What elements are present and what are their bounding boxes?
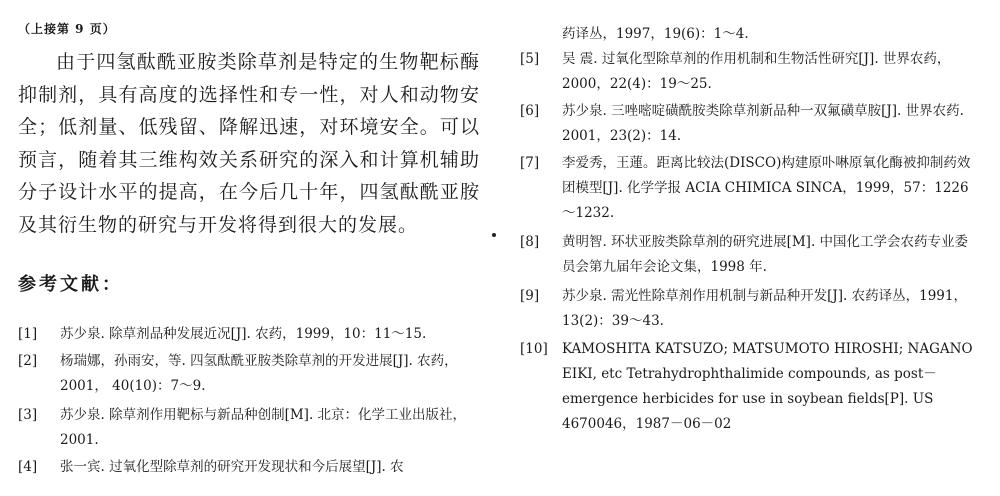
reference-item <box>18 349 480 399</box>
reference-number: [2] <box>18 353 38 369</box>
reference-number: [6] <box>520 103 540 119</box>
stray-dot <box>492 233 496 237</box>
continued-reference-line: 药译丛，1997，19(6)：1～4. <box>562 26 749 42</box>
reference-number: [7] <box>520 155 540 171</box>
continued-note: （上接第 9 页） <box>18 22 116 36</box>
references-heading: 参考文献： <box>18 274 123 295</box>
reference-text: KAMOSHITA KATSUZO; MATSUMOTO HIROSHI; NAGANO EIKI, etc Tetrahydrophthalimide compounds, as post－emergence herbicides for use in soybean fields[P]. US 4670046，1987－06－02 <box>562 341 973 432</box>
reference-number: [10] <box>520 341 548 357</box>
reference-text: 张一宾. 过氧化型除草剂的研究开发现状和今后展望[J]. 农 <box>60 459 404 475</box>
reference-number: [1] <box>18 326 38 342</box>
reference-item <box>18 403 480 453</box>
reference-number: [3] <box>18 407 38 423</box>
reference-item <box>18 455 480 480</box>
reference-text: 黄明智. 环状亚胺类除草剂的研究进展[M]. 中国化工学会农药专业委员会第九届年会论文集，1998 年. <box>562 234 969 275</box>
reference-item <box>520 230 980 280</box>
reference-text: 吴 震. 过氧化型除草剂的作用机制和生物活性研究[J]. 世界农药，2000，22(4)：19～25. <box>562 51 951 92</box>
reference-text: 李爱秀，王蓮。距离比较法(DISCO)构建原卟啉原氧化酶被抑制药效团模型[J]. 化学学报 ACIA CHIMICA SINCA，1999，57：1226～1232. <box>562 155 971 221</box>
reference-number: [8] <box>520 234 540 250</box>
reference-text: 苏少泉. 需光性除草剂作用机制与新品种开发[J]. 农药译丛，1991，13(2)：39～43. <box>562 288 967 329</box>
body-paragraph: 由于四氢酞酰亚胺类除草剂是特定的生物靶标酶抑制剂，具有高度的选择性和专一性，对人和动物安全；低剂量、低残留、降解迅速，对环境安全。可以预言，随着其三维构效关系研究的深入和计算机辅助分子设计水平的提高，在今后几十年，四氢酞酰亚胺及其衍生物的研究与开发将得到很大的发展。 <box>18 51 480 236</box>
reference-item <box>520 151 980 226</box>
reference-item <box>520 284 980 334</box>
reference-text: 苏少泉. 三唑嘧啶磺酰胺类除草剂新品种一双氟磺草胺[J]. 世界农药. 2001，23(2)：14. <box>562 103 964 144</box>
reference-item <box>520 99 980 149</box>
reference-item <box>520 337 980 437</box>
reference-text: 杨瑞娜，孙雨安，等. 四氢酞酰亚胺类除草剂的开发进展[J]. 农药，2001， 40(10)：7～9. <box>60 353 458 394</box>
reference-item <box>520 47 980 97</box>
reference-text: 苏少泉. 除草剂作用靶标与新品种创制[M]. 北京：化学工业出版社，2001. <box>60 407 467 448</box>
reference-number: [5] <box>520 51 540 67</box>
reference-text: 苏少泉. 除草剂品种发展近况[J]. 农药，1999，10：11～15. <box>60 326 427 342</box>
reference-number: [9] <box>520 288 540 304</box>
reference-item <box>18 322 480 347</box>
reference-number: [4] <box>18 459 38 475</box>
